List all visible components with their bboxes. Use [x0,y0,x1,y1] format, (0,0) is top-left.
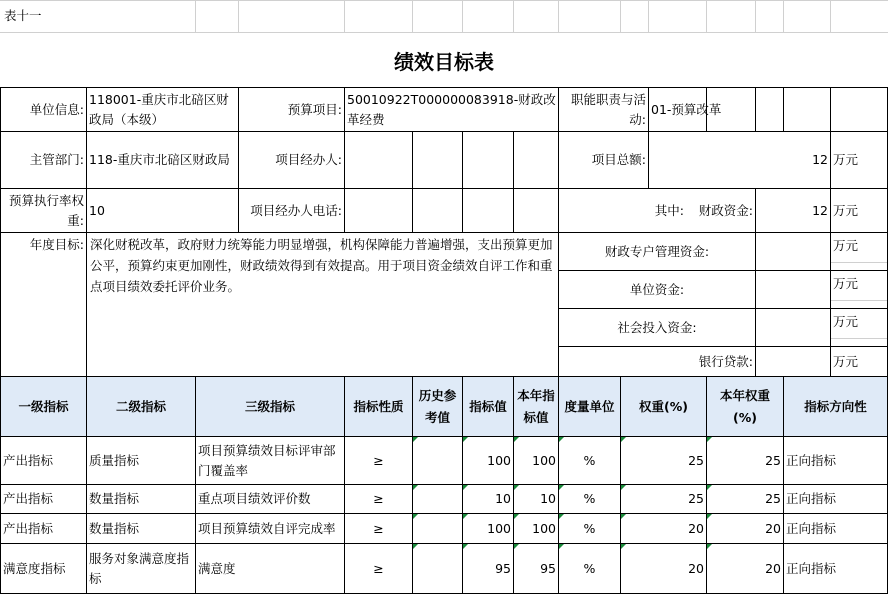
cell-note-marker [621,544,626,549]
cell-note-marker [514,544,519,549]
cell-level1[interactable]: 产出指标 [3,452,54,468]
grid-line [513,0,514,32]
cell-year-value[interactable]: 100 [532,520,556,536]
cell-year-weight[interactable]: 25 [765,491,781,506]
cell-note-marker [707,514,712,519]
cell-year-value[interactable]: 10 [540,491,556,506]
grid-line [238,0,239,32]
cell-level1[interactable]: 产出指标 [3,491,54,506]
cell-note-marker [413,544,418,549]
grid-line [706,0,707,32]
cell-level3[interactable]: 满意度 [198,560,236,576]
cell-note-marker [514,514,519,519]
cell-direction[interactable]: 正向指标 [786,560,837,576]
header-weight: 权重(%) [639,398,688,414]
cell-history[interactable] [413,485,462,513]
grid-line [412,0,413,32]
special-fund-label: 财政专户管理资金: [604,243,710,259]
grid-line [830,0,831,32]
cell-note-marker [621,485,626,490]
cell-note-marker [707,485,712,490]
annual-goal-text[interactable]: 深化财税改革，政府财力统筹能力明显增强，机构保障能力普遍增强，支出预算更加公平，预算约束更加刚性，财政绩效得到有效提高。用于项目资金绩效自评工作和重点项目绩效委托评价业务。 [90,237,553,294]
header-unit: 度量单位 [564,398,615,414]
unit-fund-label: 单位资金: [629,281,685,297]
cell-history[interactable] [413,437,462,484]
cell-unit[interactable]: % [583,560,596,576]
cell-level3[interactable]: 项目预算绩效目标评审部门覆盖率 [198,442,336,478]
cell-unit[interactable]: % [583,452,596,468]
cell-note-marker [559,437,564,442]
header-year-weight: 本年权重(%) [719,387,770,425]
cell-nature[interactable]: ≥ [373,452,384,468]
cell-note-marker [559,544,564,549]
cell-year-weight[interactable]: 25 [765,452,781,468]
cell-note-marker [621,437,626,442]
cell-value[interactable]: 100 [487,520,511,536]
grid-line [0,32,888,33]
budget-item-label: 预算项目: [287,101,342,117]
function-value[interactable]: 01-预算改革 [651,101,722,117]
manager-phone-label: 项目经办人电话: [250,202,342,218]
cell-history[interactable] [413,544,462,593]
cell-level2[interactable]: 质量指标 [89,452,140,468]
cell-note-marker [463,544,468,549]
cell-note-marker [559,485,564,490]
cell-year-value[interactable]: 95 [540,560,556,576]
header-level3: 三级指标 [244,398,295,414]
cell-note-marker [413,485,418,490]
grid-line [558,0,559,32]
fiscal-label: 财政资金: [698,202,753,218]
cell-weight[interactable]: 20 [688,560,704,576]
social-fund-label: 社会投入资金: [617,319,697,335]
cell-weight[interactable]: 25 [688,452,704,468]
header-history: 历史参考值 [418,387,457,425]
cell-note-marker [463,437,468,442]
cell-value[interactable]: 10 [495,491,511,506]
header-level2: 二级指标 [115,398,166,414]
cell-direction[interactable]: 正向指标 [786,520,837,536]
cell-nature[interactable]: ≥ [373,520,384,536]
unit-info-value[interactable]: 118001-重庆市北碚区财政局（本级） [89,91,229,127]
cell-level1[interactable]: 满意度指标 [3,560,66,576]
fiscal-unit: 万元 [833,202,859,218]
exec-rate-value[interactable]: 10 [89,202,105,218]
cell-year-weight[interactable]: 20 [765,560,781,576]
dept-label: 主管部门: [29,152,84,167]
special-fund-unit: 万元 [833,238,859,253]
cell-year-value[interactable]: 100 [532,452,556,468]
bank-loan-unit: 万元 [833,353,859,369]
function-label: 职能职责与活动: [570,91,646,127]
cell-level1[interactable]: 产出指标 [3,520,54,536]
bank-loan-label: 银行贷款: [698,353,753,369]
total-unit: 万元 [833,152,859,167]
sheet-tag: 表十一 [4,8,42,23]
cell-year-weight[interactable]: 20 [765,520,781,536]
cell-unit[interactable]: % [583,491,596,506]
cell-nature[interactable]: ≥ [373,560,384,576]
cell-note-marker [463,514,468,519]
cell-value[interactable]: 95 [495,560,511,576]
grid-line [783,0,784,32]
cell-level3[interactable]: 重点项目绩效评价数 [198,491,311,506]
cell-note-marker [707,437,712,442]
cell-level2[interactable]: 服务对象满意度指标 [89,550,190,586]
page-title: 绩效目标表 [394,50,494,74]
exec-rate-label: 预算执行率权重: [8,192,84,228]
cell-note-marker [463,485,468,490]
total-label: 项目总额: [591,152,646,167]
grid-line [195,0,196,32]
grid-line [462,0,463,32]
header-year-value: 本年指标值 [517,387,555,425]
cell-level3[interactable]: 项目预算绩效自评完成率 [198,520,336,536]
fiscal-value[interactable]: 12 [812,202,828,218]
grid-line [620,0,621,32]
cell-note-marker [413,514,418,519]
cell-level2[interactable]: 数量指标 [89,491,140,506]
cell-value[interactable]: 100 [487,452,511,468]
header-direction: 指标方向性 [804,398,867,414]
of-which-label: 其中: [654,202,684,218]
grid-line [344,0,345,32]
cell-nature[interactable]: ≥ [373,491,384,506]
unit-info-label: 单位信息: [29,101,84,117]
cell-direction[interactable]: 正向指标 [786,452,837,468]
dept-value[interactable]: 118-重庆市北碚区财政局 [89,152,230,167]
cell-note-marker [413,437,418,442]
manager-label: 项目经办人: [275,152,342,167]
grid-line [648,0,649,32]
cell-history[interactable] [413,514,462,543]
cell-unit[interactable]: % [583,520,596,536]
cell-weight[interactable]: 25 [688,491,704,506]
cell-note-marker [559,514,564,519]
cell-note-marker [707,544,712,549]
header-level1: 一级指标 [18,398,69,414]
social-fund-unit: 万元 [833,314,859,329]
unit-fund-unit: 万元 [833,276,859,291]
cell-level2[interactable]: 数量指标 [89,520,140,536]
cell-weight[interactable]: 20 [688,520,704,536]
total-value[interactable]: 12 [812,152,828,167]
cell-note-marker [514,437,519,442]
grid-line [755,0,756,32]
cell-direction[interactable]: 正向指标 [786,491,837,506]
budget-item-value[interactable]: 50010922T000000083918-财政改革经费 [347,91,556,127]
cell-note-marker [514,485,519,490]
cell-note-marker [621,514,626,519]
annual-goal-label: 年度目标: [29,237,84,252]
header-nature: 指标性质 [353,398,404,414]
header-value: 指标值 [469,398,507,414]
